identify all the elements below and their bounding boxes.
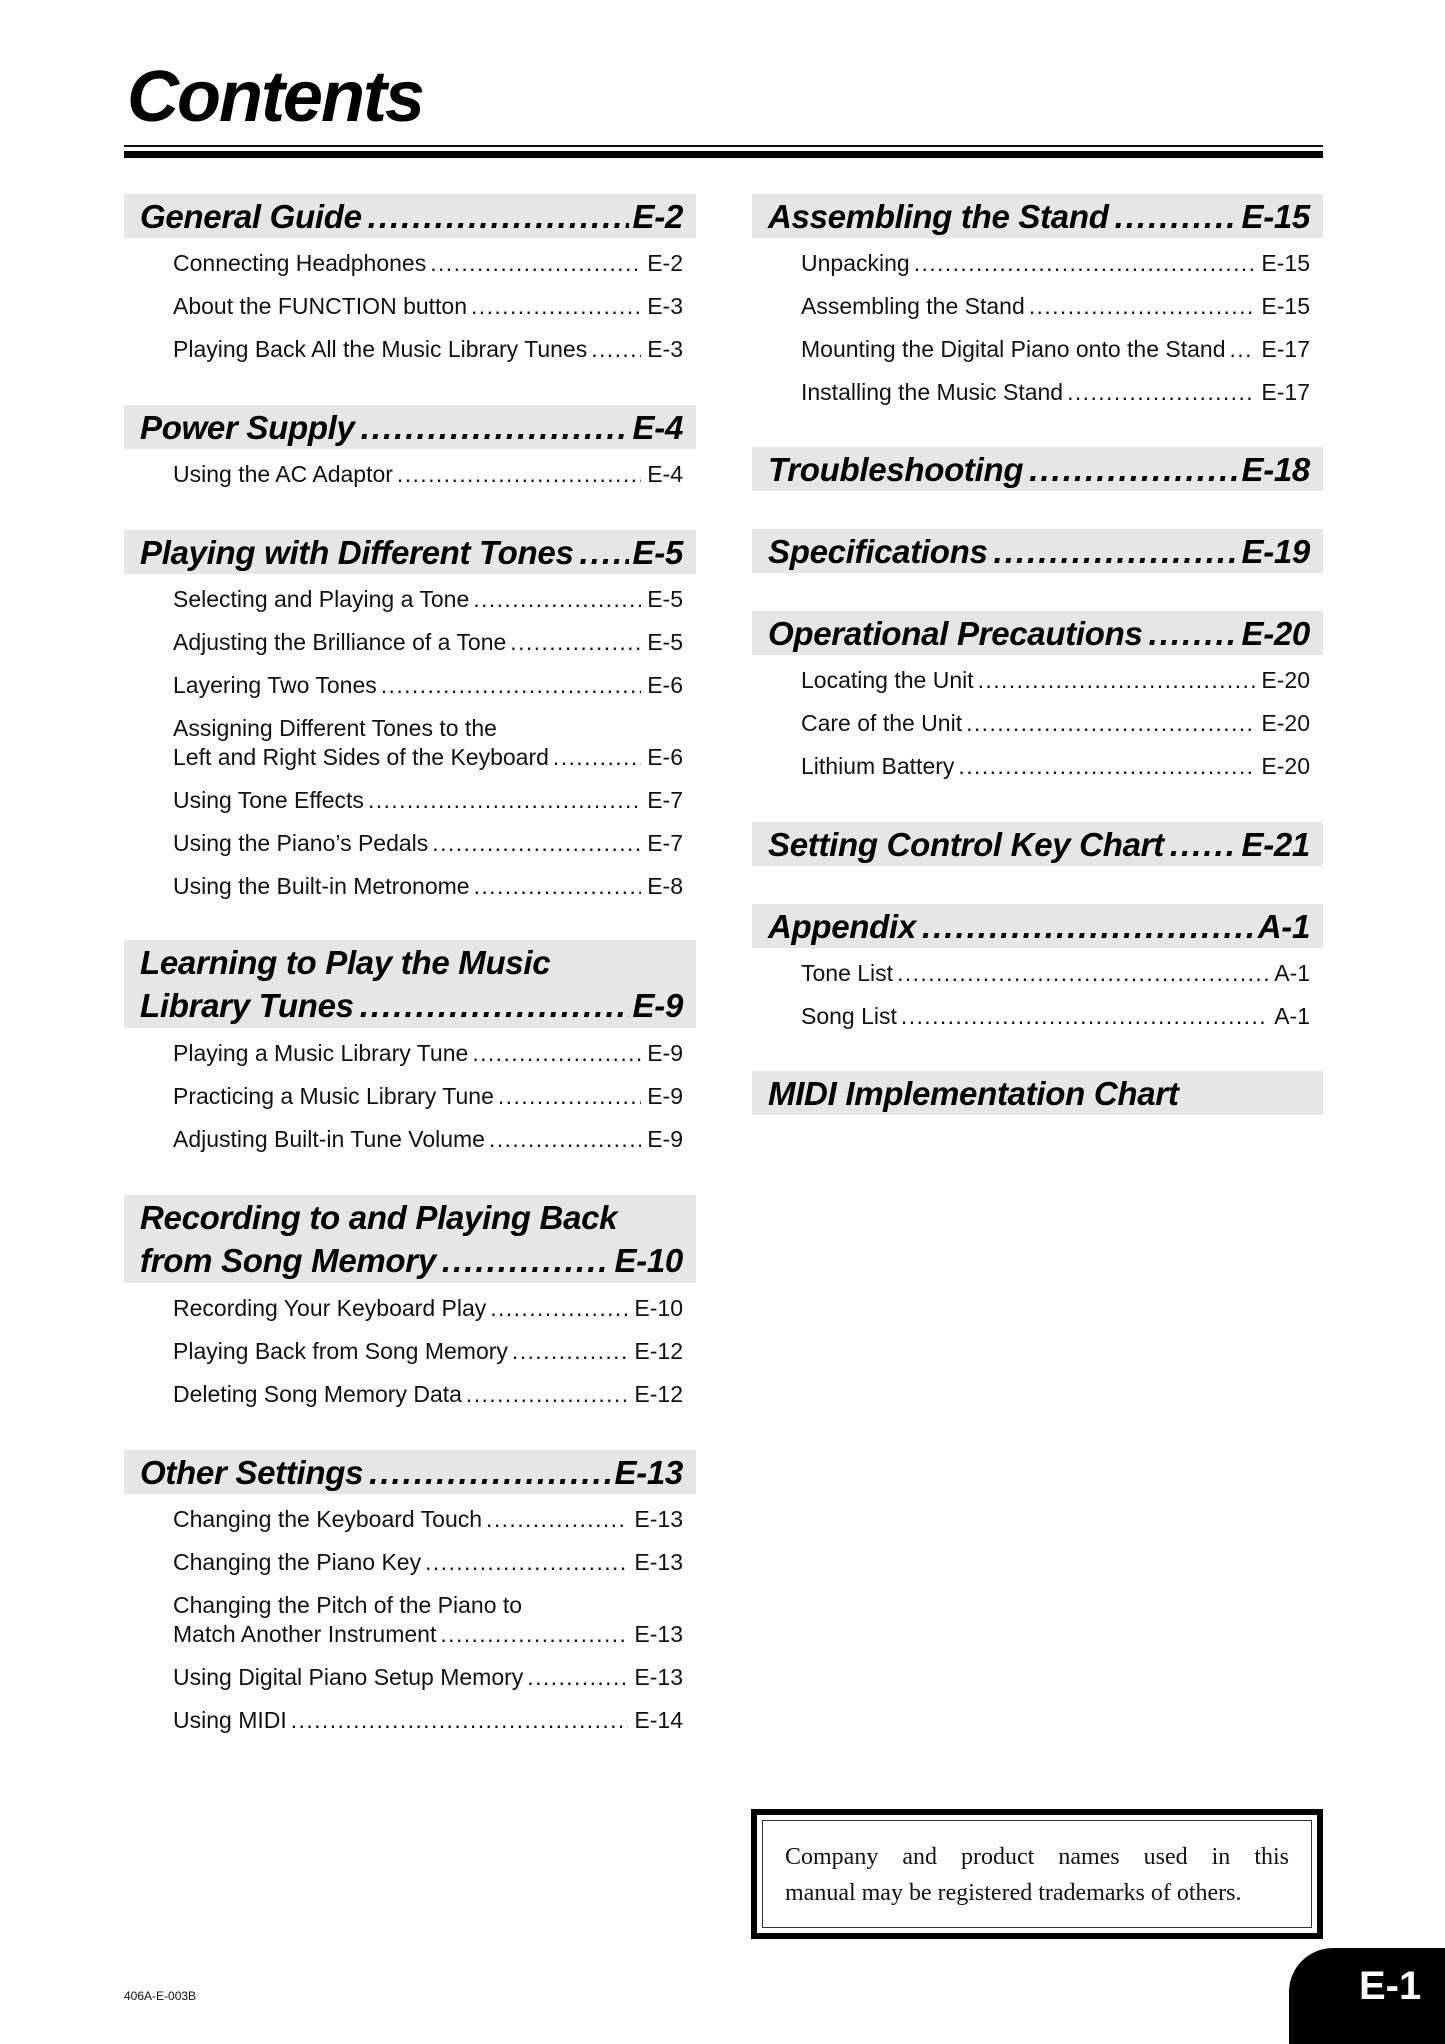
section-heading-title: Assembling the Stand	[768, 197, 1109, 235]
subitem-page: E-20	[1261, 710, 1310, 736]
subitem-page: E-5	[647, 629, 683, 655]
subitem-title: Playing Back All the Music Library Tunes	[173, 336, 588, 362]
section-heading-title: Playing with Different Tones	[140, 533, 574, 571]
subitem-title: Adjusting Built-in Tune Volume	[173, 1126, 485, 1152]
dot-leader	[397, 460, 641, 489]
dot-leader	[473, 585, 641, 614]
subitem-page: E-4	[647, 461, 683, 487]
subitem-page: E-6	[647, 744, 683, 770]
subitem-row	[173, 1380, 683, 1409]
toc-subitem-list	[752, 948, 1323, 1038]
toc-subitem-link[interactable]	[173, 1075, 683, 1118]
subitem-row	[173, 1337, 683, 1366]
toc-subitem-link[interactable]	[173, 328, 683, 371]
toc-subitem-list	[124, 449, 696, 496]
subitem-row	[173, 1505, 683, 1534]
dot-leader	[368, 786, 641, 815]
dot-leader	[966, 709, 1255, 738]
trademark-notice-line2: manual may be registered trademarks of others.	[785, 1880, 1242, 1906]
toc-subitem-link[interactable]	[173, 1287, 683, 1330]
toc-subitem-link[interactable]	[173, 578, 683, 621]
toc-section-power-supply	[124, 405, 696, 496]
toc-section-playing-with-different-tones	[124, 530, 696, 908]
dot-leader	[430, 249, 641, 278]
dot-leader	[472, 1039, 641, 1068]
dot-leader	[498, 1082, 641, 1111]
subitem-row	[173, 1082, 683, 1111]
subitem-title: Care of the Unit	[801, 710, 963, 736]
subitem-title: Using the Built-in Metronome	[173, 873, 470, 899]
subitem-row	[801, 378, 1310, 407]
toc-subitem-list	[124, 1028, 696, 1161]
page-number-tab	[1289, 1948, 1445, 2044]
subitem-title: Changing the Keyboard Touch	[173, 1506, 483, 1532]
section-heading-title: Specifications	[768, 532, 988, 570]
subitem-page: E-13	[634, 1549, 683, 1575]
section-heading-link[interactable]	[124, 1195, 696, 1283]
toc-subitem-link[interactable]	[173, 242, 683, 285]
subitem-row	[801, 1002, 1310, 1031]
section-heading-link[interactable]	[124, 940, 696, 1028]
toc-subitem-link[interactable]	[801, 745, 1310, 788]
toc-subitem-link[interactable]	[173, 1373, 683, 1416]
subitem-page: E-7	[647, 830, 683, 856]
subitem-row	[173, 743, 683, 772]
section-heading-title: Other Settings	[140, 1453, 364, 1491]
subitem-page: E-7	[647, 787, 683, 813]
toc-subitem-link[interactable]	[173, 1699, 683, 1742]
dot-leader	[466, 1380, 628, 1409]
subitem-title: Connecting Headphones	[173, 250, 427, 276]
subitem-page: E-3	[647, 336, 683, 362]
subitem-page: E-20	[1261, 667, 1310, 693]
section-heading-row	[768, 612, 1310, 655]
section-heading-page: E-19	[1241, 532, 1310, 570]
page-number: E-1	[1359, 1964, 1422, 2008]
subitem-row	[173, 1548, 683, 1577]
subitem-row	[173, 460, 683, 489]
section-heading-page: E-9	[632, 987, 683, 1024]
dot-leader	[510, 628, 641, 657]
toc-section-learning-to-play-the-music-library-tunes	[124, 940, 696, 1161]
toc-section-recording-to-and-playing-back-from-song-memory	[124, 1195, 696, 1416]
section-heading-row	[140, 195, 683, 238]
section-heading-title: Library Tunes	[140, 987, 354, 1024]
toc-subitem-link[interactable]	[801, 285, 1310, 328]
subitem-page: E-5	[647, 586, 683, 612]
dot-leader	[994, 530, 1238, 573]
dot-leader	[1029, 292, 1256, 321]
subitem-row	[173, 585, 683, 614]
subitem-title: Recording Your Keyboard Play	[173, 1295, 487, 1321]
toc-subitem-link[interactable]	[173, 1032, 683, 1075]
toc-subitem-link[interactable]	[173, 621, 683, 664]
toc-section-setting-control-key-chart	[752, 822, 1323, 866]
subitem-page: A-1	[1274, 1003, 1310, 1029]
subitem-page: E-17	[1261, 336, 1310, 362]
section-heading-title: from Song Memory	[140, 1242, 436, 1279]
toc-subitem-link[interactable]	[801, 371, 1310, 414]
toc-section-midi-implementation-chart	[752, 1071, 1323, 1115]
subitem-title-line1: Assigning Different Tones to the	[173, 715, 497, 741]
trademark-notice-box	[751, 1809, 1323, 1939]
toc-subitem-link[interactable]	[173, 285, 683, 328]
section-heading-title: Operational Precautions	[768, 614, 1143, 652]
subitem-row	[173, 829, 683, 858]
dot-leader	[1115, 195, 1238, 238]
subitem-page: E-12	[634, 1338, 683, 1364]
trademark-notice-inner	[762, 1820, 1312, 1928]
document-code: 406A-E-003B	[124, 1989, 197, 2003]
toc-subitem-link[interactable]	[801, 952, 1310, 995]
subitem-page: E-3	[647, 293, 683, 319]
subitem-title: Using Digital Piano Setup Memory	[173, 1664, 524, 1690]
dot-leader	[474, 872, 642, 901]
toc-subitem-list	[124, 574, 696, 908]
toc-subitem-link[interactable]	[173, 453, 683, 496]
subitem-page: E-13	[634, 1506, 683, 1532]
section-heading-page: E-10	[614, 1242, 683, 1279]
subitem-row	[173, 872, 683, 901]
dot-leader	[425, 1548, 628, 1577]
toc-subitem-link[interactable]	[173, 1118, 683, 1161]
section-heading-row	[140, 1239, 683, 1282]
subitem-title: Locating the Unit	[801, 667, 974, 693]
trademark-notice-line1: Company and product names used in this	[785, 1844, 1289, 1870]
dot-leader	[1149, 612, 1238, 655]
section-heading-row	[768, 448, 1310, 491]
dot-leader	[442, 1239, 611, 1282]
subitem-title: Playing Back from Song Memory	[173, 1338, 508, 1364]
subitem-title: Using the Piano’s Pedals	[173, 830, 429, 856]
section-heading-page: E-21	[1241, 825, 1310, 863]
toc-subitem-list	[752, 238, 1323, 414]
toc-section-other-settings	[124, 1450, 696, 1742]
toc-subitem-list	[124, 238, 696, 371]
dot-leader	[361, 406, 629, 449]
page-title: Contents	[127, 57, 423, 137]
section-heading-title-line1: Learning to Play the Music	[140, 944, 551, 981]
toc-subitem-link[interactable]	[801, 659, 1310, 702]
subitem-title: About the FUNCTION button	[173, 293, 468, 319]
section-heading-title: Appendix	[768, 907, 916, 945]
subitem-page: E-17	[1261, 379, 1310, 405]
dot-leader	[553, 743, 641, 772]
toc-subitem-link[interactable]	[173, 1541, 683, 1584]
subitem-page: A-1	[1274, 960, 1310, 986]
section-heading-link[interactable]	[752, 447, 1323, 491]
subitem-title: Deleting Song Memory Data	[173, 1381, 462, 1407]
section-heading-link[interactable]	[124, 530, 696, 574]
subitem-page: E-2	[647, 250, 683, 276]
section-heading-title: Troubleshooting	[768, 450, 1024, 488]
section-heading-row	[768, 823, 1310, 866]
section-heading-row	[140, 1451, 683, 1494]
section-heading-link[interactable]	[124, 194, 696, 238]
section-heading-title: General Guide	[140, 197, 362, 235]
toc-subitem-list	[124, 1494, 696, 1742]
toc-subitem-link[interactable]	[801, 328, 1310, 371]
dot-leader	[512, 1337, 629, 1366]
dot-leader	[580, 531, 629, 574]
dot-leader	[471, 292, 641, 321]
subitem-page: E-9	[647, 1040, 683, 1066]
section-heading-link[interactable]	[124, 1450, 696, 1494]
dot-leader	[369, 1451, 610, 1494]
section-heading-page: E-2	[632, 197, 683, 235]
dot-leader	[1067, 378, 1255, 407]
subitem-title: Mounting the Digital Piano onto the Stand	[801, 336, 1226, 362]
toc-subitem-link[interactable]	[173, 1656, 683, 1699]
subitem-page: E-6	[647, 672, 683, 698]
dot-leader	[958, 752, 1255, 781]
toc-section-operational-precautions	[752, 611, 1323, 788]
dot-leader	[486, 1505, 628, 1534]
subitem-page: E-9	[647, 1126, 683, 1152]
subitem-page: E-12	[634, 1381, 683, 1407]
subitem-title: Using Tone Effects	[173, 787, 364, 813]
subitem-row	[173, 1620, 683, 1649]
subitem-title: Assembling the Stand	[801, 293, 1025, 319]
subitem-page: E-13	[634, 1621, 683, 1647]
subitem-title: Playing a Music Library Tune	[173, 1040, 469, 1066]
dot-leader	[897, 959, 1268, 988]
section-heading-row	[140, 984, 683, 1027]
dot-leader	[368, 195, 629, 238]
section-heading-row	[768, 530, 1310, 573]
subitem-title: Installing the Music Stand	[801, 379, 1064, 405]
subitem-row	[173, 335, 683, 364]
subitem-row	[173, 671, 683, 700]
subitem-row	[173, 1039, 683, 1068]
toc-subitem-link[interactable]	[173, 1498, 683, 1541]
dot-leader	[1029, 448, 1237, 491]
section-heading-title-line1: Recording to and Playing Back	[140, 1199, 618, 1236]
subitem-row	[173, 1663, 683, 1692]
section-heading-row	[768, 1072, 1310, 1115]
section-heading-link[interactable]	[752, 904, 1323, 948]
toc-section-assembling-the-stand	[752, 194, 1323, 414]
toc-subitem-list	[752, 655, 1323, 788]
toc-section-specifications	[752, 529, 1323, 573]
dot-leader	[489, 1125, 641, 1154]
subitem-row	[801, 752, 1310, 781]
section-heading-row	[140, 531, 683, 574]
section-heading-link[interactable]	[752, 529, 1323, 573]
subitem-title: Practicing a Music Library Tune	[173, 1083, 494, 1109]
subitem-row	[173, 1294, 683, 1323]
section-heading-link[interactable]	[752, 822, 1323, 866]
subitem-title: Tone List	[801, 960, 894, 986]
subitem-title: Using the AC Adaptor	[173, 461, 393, 487]
subitem-row	[801, 709, 1310, 738]
dot-leader	[978, 666, 1256, 695]
section-heading-page: A-1	[1257, 907, 1310, 945]
toc-section-appendix	[752, 904, 1323, 1038]
subitem-title: Lithium Battery	[801, 753, 955, 779]
subitem-row	[173, 628, 683, 657]
subitem-title: Match Another Instrument	[173, 1621, 437, 1647]
subitem-title: Song List	[801, 1003, 897, 1029]
subitem-title: Layering Two Tones	[173, 672, 377, 698]
dot-leader	[914, 249, 1256, 278]
subitem-title: Adjusting the Brilliance of a Tone	[173, 629, 507, 655]
subitem-title: Left and Right Sides of the Keyboard	[173, 744, 549, 770]
dot-leader	[490, 1294, 628, 1323]
subitem-title: Using MIDI	[173, 1707, 287, 1733]
section-heading-page: E-15	[1241, 197, 1310, 235]
subitem-title: Unpacking	[801, 250, 910, 276]
dot-leader	[1230, 335, 1256, 364]
section-heading-page: E-18	[1241, 450, 1310, 488]
subitem-page: E-9	[647, 1083, 683, 1109]
toc-subitem-link[interactable]	[173, 822, 683, 865]
section-heading-row	[768, 195, 1310, 238]
section-heading-link[interactable]	[124, 405, 696, 449]
section-heading-page: E-5	[632, 533, 683, 571]
toc-subitem-link[interactable]	[173, 707, 683, 779]
section-heading-link[interactable]	[752, 194, 1323, 238]
subitem-row	[801, 292, 1310, 321]
subitem-row	[801, 666, 1310, 695]
dot-leader	[922, 905, 1254, 948]
toc-subitem-link[interactable]	[173, 1584, 683, 1656]
subitem-title-line1: Changing the Pitch of the Piano to	[173, 1592, 523, 1618]
subitem-row	[173, 249, 683, 278]
subitem-page: E-13	[634, 1664, 683, 1690]
toc-subitem-list	[124, 1283, 696, 1416]
title-rule-thick	[124, 151, 1323, 158]
dot-leader	[901, 1002, 1268, 1031]
dot-leader	[440, 1620, 628, 1649]
toc-subitem-link[interactable]	[801, 702, 1310, 745]
subitem-page: E-14	[634, 1707, 683, 1733]
title-rule-thin	[124, 145, 1323, 147]
section-heading-page: E-13	[614, 1453, 683, 1491]
toc-subitem-link[interactable]	[801, 242, 1310, 285]
subitem-page: E-20	[1261, 753, 1310, 779]
section-heading-title: Setting Control Key Chart	[768, 825, 1164, 863]
subitem-row	[801, 249, 1310, 278]
section-heading-title: MIDI Implementation Chart	[768, 1074, 1179, 1112]
toc-subitem-link[interactable]	[173, 1330, 683, 1373]
dot-leader	[1170, 823, 1238, 866]
toc-subitem-link[interactable]	[801, 995, 1310, 1038]
subitem-page: E-8	[647, 873, 683, 899]
toc-section-troubleshooting	[752, 447, 1323, 491]
dot-leader	[381, 671, 641, 700]
subitem-title: Selecting and Playing a Tone	[173, 586, 470, 612]
dot-leader	[291, 1706, 629, 1735]
subitem-row	[801, 959, 1310, 988]
subitem-row	[173, 292, 683, 321]
section-heading-page: E-20	[1241, 614, 1310, 652]
section-heading-page: E-4	[632, 408, 683, 446]
subitem-row	[173, 786, 683, 815]
subitem-page: E-15	[1261, 250, 1310, 276]
section-heading-link[interactable]	[752, 611, 1323, 655]
dot-leader	[432, 829, 641, 858]
toc-section-general-guide	[124, 194, 696, 371]
subitem-row	[801, 335, 1310, 364]
subitem-page: E-10	[634, 1295, 683, 1321]
toc-subitem-link[interactable]	[173, 664, 683, 707]
section-heading-link[interactable]	[752, 1071, 1323, 1115]
section-heading-row	[140, 406, 683, 449]
toc-subitem-link[interactable]	[173, 779, 683, 822]
dot-leader	[527, 1663, 628, 1692]
subitem-row	[173, 1706, 683, 1735]
dot-leader	[591, 335, 641, 364]
subitem-title: Changing the Piano Key	[173, 1549, 422, 1575]
dot-leader	[360, 984, 629, 1027]
toc-subitem-link[interactable]	[173, 865, 683, 908]
subitem-row	[173, 1125, 683, 1154]
section-heading-row	[768, 905, 1310, 948]
section-heading-title: Power Supply	[140, 408, 355, 446]
subitem-page: E-15	[1261, 293, 1310, 319]
